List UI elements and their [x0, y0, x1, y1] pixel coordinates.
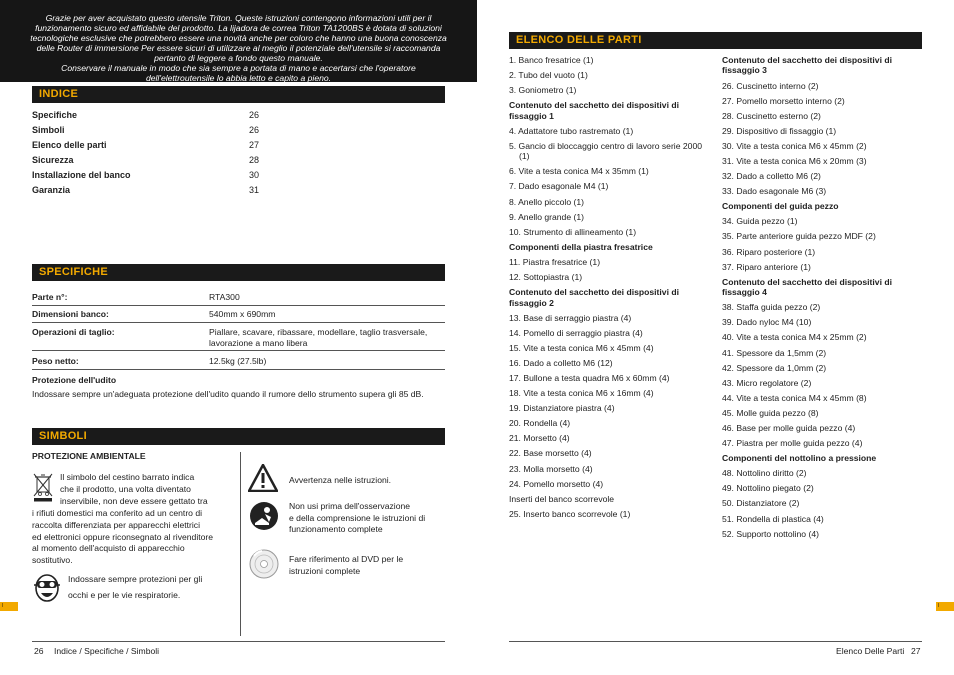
dvd-line: istruzioni complete	[289, 565, 361, 576]
footer-title-right: Elenco Delle Parti	[836, 646, 905, 656]
env-line: che il prodotto, una volta diventato	[60, 483, 191, 494]
parts-list-item: 42. Spessore da 1,0mm (2)	[722, 362, 827, 373]
parts-list-item: 23. Molla morsetto (4)	[509, 463, 593, 474]
simboli-title: SIMBOLI	[39, 430, 87, 442]
parts-list-item: 8. Anello piccolo (1)	[509, 196, 584, 207]
spec-value: RTA300	[209, 292, 240, 302]
intro-box	[0, 0, 477, 82]
spec-key: Dimensioni banco:	[32, 309, 109, 319]
env-line: sostitutivo.	[32, 555, 73, 566]
spec-key: Parte n°:	[32, 292, 68, 302]
intro-line: dell'elettroutensile lo abbia letto e capito a pieno.	[145, 73, 332, 83]
parts-list-item: 38. Staffa guida pezzo (2)	[722, 302, 821, 313]
parts-list-item: 6. Vite a testa conica M4 x 35mm (1)	[509, 166, 649, 177]
env-line: ed elettronici oppure riconsegnato al rivenditore	[32, 531, 214, 542]
intro-line: pertanto di leggere a fondo questo manuale.	[154, 53, 323, 63]
intro-line: tecnologiche esclusive che potrebbero essere una novità anche per coloro che hanno una buona conoscenza	[30, 33, 447, 43]
footer-line-right	[509, 641, 922, 642]
parts-list-item: 50. Distanziatore (2)	[722, 498, 800, 509]
specifiche-title: SPECIFICHE	[39, 266, 109, 278]
parts-list-item: 47. Piastra per molle guida pezzo (4)	[722, 438, 863, 449]
parts-list-item: 13. Base di serraggio piastra (4)	[509, 312, 632, 323]
parts-list-item: 49. Nottolino piegato (2)	[722, 483, 814, 494]
parts-list-item: 1. Banco fresatrice (1)	[509, 55, 594, 65]
indice-page: 26	[249, 125, 260, 135]
parts-list-item: 4. Adattatore tubo rastremato (1)	[509, 125, 634, 136]
indice-page: 31	[249, 185, 260, 195]
indice-label: Garanzia	[32, 185, 71, 195]
indice-header	[32, 86, 445, 103]
spec-key: Peso netto:	[32, 356, 79, 366]
parts-list-item: 27. Pomello morsetto interno (2)	[722, 95, 845, 106]
parts-list-item: 22. Base morsetto (4)	[509, 448, 592, 459]
parts-group-heading: Componenti del nottolino a pressione	[722, 453, 877, 464]
parts-list-item: 15. Vite a testa conica M6 x 45mm (4)	[509, 342, 654, 353]
spec-value: 12.5kg (27.5lb)	[209, 356, 267, 366]
spec-row-dimensions	[32, 309, 445, 323]
parts-list-item: 43. Micro regolatore (2)	[722, 377, 812, 388]
parts-list-item: 39. Dado nyloc M4 (10)	[722, 317, 812, 328]
env-line: Il simbolo del cestino barrato indica	[60, 472, 195, 482]
indice-page: 28	[249, 155, 260, 165]
parts-list-item: 45. Molle guida pezzo (8)	[722, 407, 819, 418]
parts-list-item: 37. Riparo anteriore (1)	[722, 261, 811, 272]
spec-row-part	[32, 292, 445, 306]
env-line: inservibile, non deve essere gettato tra	[60, 495, 208, 506]
intro-line: delle Router di immersione Per essere sicuri di utilizzare al meglio il potenziale dell'utensile si raccomanda	[36, 43, 441, 53]
page-number-right: 27	[911, 646, 921, 656]
indice-page: 27	[249, 140, 260, 150]
parts-list-item: 12. Sottopiastra (1)	[509, 272, 583, 283]
indice-label: Specifiche	[32, 110, 78, 120]
parts-list-item: 33. Dado esagonale M6 (3)	[722, 186, 827, 197]
spec-value: 540mm x 690mm	[209, 309, 276, 319]
parts-group-heading: Contenuto del sacchetto dei dispositivi di fissaggio 1	[509, 100, 679, 121]
indice-page: 26	[249, 110, 260, 120]
parts-list-item: 25. Inserto banco scorrevole (1)	[509, 508, 631, 519]
dvd-icon	[249, 546, 279, 586]
parts-list-item: 36. Riparo posteriore (1)	[722, 246, 816, 257]
tab-letter: I	[2, 603, 4, 609]
tab-marker-right	[936, 602, 954, 611]
parts-group-heading: Contenuto del sacchetto dei dispositivi di fissaggio 4	[722, 276, 892, 298]
parts-list-item: Inserti del banco scorrevole	[509, 493, 615, 504]
parts-list-item: 46. Base per molle guida pezzo (4)	[722, 422, 856, 433]
parts-list-item: 34. Guida pezzo (1)	[722, 216, 798, 227]
warning-text: Avvertenza nelle istruzioni.	[289, 475, 392, 485]
read-line: funzionamento complete	[289, 524, 383, 534]
indice-label: Installazione del banco	[32, 170, 131, 180]
spec-value: Piallare, scavare, ribassare, modellare, taglio trasversale, lavorazione a mano libera	[209, 327, 428, 348]
spec-key: Operazioni di taglio:	[32, 327, 115, 337]
warning-triangle-icon	[248, 464, 278, 492]
parts-list-item: 5. Gancio di bloccaggio centro di lavoro serie 2000 (1)	[509, 140, 702, 162]
spec-row-weight	[32, 356, 445, 370]
protection-line: Indossare sempre protezioni per gli	[68, 574, 203, 584]
parts-list-item: 24. Pomello morsetto (4)	[509, 478, 604, 489]
footer-title-left: Indice / Specifiche / Simboli	[54, 646, 160, 656]
parts-list-item: 19. Distanziatore piastra (4)	[509, 403, 615, 414]
tab-letter: I	[938, 603, 940, 609]
parts-list-item: 44. Vite a testa conica M4 x 45mm (8)	[722, 392, 867, 403]
parts-list-item: 35. Parte anteriore guida pezzo MDF (2)	[722, 231, 876, 242]
env-line: i rifiuti domestici ma conferito ad un centro di	[32, 508, 203, 518]
parts-list-item: 20. Rondella (4)	[509, 418, 571, 429]
crossed-bin-icon	[31, 472, 55, 502]
simboli-header	[32, 428, 445, 445]
indice-label: Sicurezza	[32, 155, 74, 165]
intro-line: funzionamento sicuro ed affidabile del prodotto. La lijadora de correa Triton TA1200BS è dotata di soluzioni	[35, 23, 442, 33]
parts-title: ELENCO DELLE PARTI	[516, 34, 642, 46]
symbols-divider	[240, 452, 241, 636]
parts-list-item: 40. Vite a testa conica M4 x 25mm (2)	[722, 332, 867, 343]
read-line: e della comprensione le istruzioni di	[289, 512, 426, 523]
parts-list-item: 14. Pomello di serraggio piastra (4)	[509, 327, 643, 338]
intro-line: Grazie per aver acquistato questo utensile Triton. Queste istruzioni contengono informazioni utili per il	[45, 13, 432, 23]
parts-column-1	[509, 55, 704, 524]
hearing-protection-text: Indossare sempre un'adeguata protezione dell'udito quando il rumore dello strumento supera gli 85 dB.	[32, 389, 424, 399]
parts-list-item: 18. Vite a testa conica M6 x 16mm (4)	[509, 388, 654, 399]
specifiche-header	[32, 264, 445, 281]
parts-list-item: 28. Cuscinetto esterno (2)	[722, 110, 821, 121]
footer-line-left	[32, 641, 445, 642]
parts-group-heading: Contenuto del sacchetto dei dispositivi di fissaggio 3	[722, 55, 892, 76]
env-title: PROTEZIONE AMBIENTALE	[32, 451, 146, 461]
spec-row-operations	[32, 327, 445, 351]
parts-list-item: 32. Dado a colletto M6 (2)	[722, 171, 821, 182]
page-number-left: 26	[34, 646, 44, 656]
indice-label: Elenco delle parti	[32, 140, 107, 150]
indice-label: Simboli	[32, 125, 65, 135]
parts-list-item: 17. Bullone a testa quadra M6 x 60mm (4)	[509, 373, 670, 383]
parts-group-heading: Componenti del guida pezzo	[722, 201, 839, 212]
parts-header	[509, 32, 922, 49]
tab-marker-left	[0, 602, 18, 611]
read-line: Non usi prima dell'osservazione	[289, 501, 411, 511]
parts-list-item: 3. Goniometro (1)	[509, 85, 577, 96]
parts-column-2	[722, 55, 922, 544]
parts-group-heading: Componenti della piastra fresatrice	[509, 241, 653, 252]
dvd-line: Fare riferimento al DVD per le	[289, 554, 404, 564]
indice-title: INDICE	[39, 88, 79, 100]
env-line: al momento dell'acquisto di apparecchio	[32, 543, 185, 554]
parts-list-item: 52. Supporto nottolino (4)	[722, 528, 819, 539]
parts-list-item: 51. Rondella di plastica (4)	[722, 513, 824, 524]
mask-goggles-icon	[33, 573, 61, 605]
parts-list-item: 30. Vite a testa conica M6 x 45mm (2)	[722, 140, 867, 151]
parts-list-item: 11. Piastra fresatrice (1)	[509, 256, 601, 267]
hearing-protection-title: Protezione dell'udito	[32, 375, 117, 385]
parts-list-item: 26. Cuscinetto interno (2)	[722, 80, 819, 91]
parts-list-item: 29. Dispositivo di fissaggio (1)	[722, 125, 837, 136]
parts-list-item: 10. Strumento di allineamento (1)	[509, 226, 637, 237]
parts-group-heading: Contenuto del sacchetto dei dispositivi di fissaggio 2	[509, 287, 679, 308]
intro-line: Conservare il manuale in modo che sia sempre a portata di mano e accertarsi che l'operatore	[61, 63, 416, 73]
indice-page: 30	[249, 170, 260, 180]
env-line: raccolta differenziata per apparecchi elettrici	[32, 519, 200, 530]
parts-list-item: 2. Tubo del vuoto (1)	[509, 70, 588, 81]
protection-line: occhi e per le vie respiratorie.	[68, 590, 181, 600]
parts-list-item: 7. Dado esagonale M4 (1)	[509, 181, 609, 192]
parts-list-item: 16. Dado a colletto M6 (12)	[509, 357, 613, 368]
parts-list-item: 31. Vite a testa conica M6 x 20mm (3)	[722, 155, 867, 166]
parts-list-item: 9. Anello grande (1)	[509, 211, 585, 222]
parts-list-item: 41. Spessore da 1,5mm (2)	[722, 347, 827, 358]
parts-list-item: 48. Nottolino diritto (2)	[722, 468, 807, 479]
parts-list-item: 21. Morsetto (4)	[509, 433, 570, 444]
read-manual-icon	[249, 501, 279, 531]
